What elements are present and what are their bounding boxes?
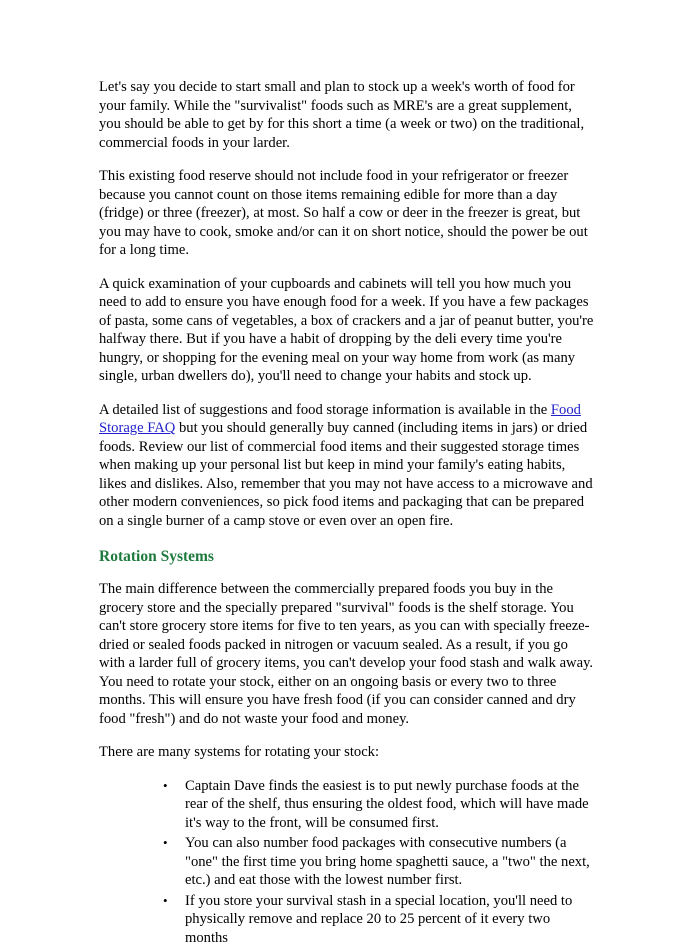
paragraph-link-prefix: A detailed list of suggestions and food storage information is available in the — [99, 402, 551, 418]
list-item-text: • You can also number food packages with consecutive numbers (a "one" the first time you bring home spaghetti sauce, a "two" the next, etc.) and eat those with the lowest number first. — [185, 834, 596, 890]
list-item — [185, 834, 596, 890]
list-item-text: • Captain Dave finds the easiest is to put newly purchase foods at the rear of the shelf, thus ensuring the oldest food, which will have made it's way to the front, will be consumed first. — [185, 777, 596, 833]
section-paragraph-1: The main difference between the commercially prepared foods you buy in the grocery store and the specially prepared "survival" foods is the shelf storage. You can't store grocery store items for five to ten years, as you can with specially freeze-dried or sealed foods packed in nitrogen or vacuum sealed. As a result, if you go with a larder full of grocery items, you can't develop your food stash and walk away. You need to rotate your stock, either on an ongoing basis or every two to three months. This will ensure you have fresh food (if you can consider canned and dry food "fresh") and do not waste your food and money. — [99, 580, 596, 728]
list-item-text: • If you store your survival stash in a special location, you'll need to physically remove and replace 20 to 25 percent of it every two months — [185, 892, 596, 947]
food-storage-faq-link[interactable]: Food Storage FAQ — [99, 402, 581, 437]
list-item — [185, 892, 596, 947]
section-heading-rotation-systems: Rotation Systems — [99, 548, 596, 566]
list-item — [185, 777, 596, 833]
paragraph-with-link — [99, 401, 596, 531]
paragraph-1: Let's say you decide to start small and plan to stock up a week's worth of food for your family. While the "survivalist" foods such as MRE's are a great supplement, you should be able to get by for this short a time (a week or two) on the traditional, commercial foods in your larder. — [99, 78, 596, 152]
paragraph-3: A quick examination of your cupboards and cabinets will tell you how much you need to add to ensure you have enough food for a week. If you have a few packages of pasta, some cans of vegetables, a box of crackers and a jar of peanut butter, you're halfway there. But if you have a habit of dropping by the deli every time you're hungry, or shopping for the evening meal on your way home from work (as many single, urban dwellers do), you'll need to change your habits and stock up. — [99, 275, 596, 386]
document-body — [99, 78, 596, 947]
paragraph-link-suffix: but you should generally buy canned (including items in jars) or dried foods. Review our list of commercial food items and their suggested storage times when making up your personal list but keep in mind your family's eating habits, likes and dislikes. Also, remember that you may not have access to a microwave and other modern conveniences, so pick food items and packaging that can be prepared on a single burner of a camp stove or even over an open fire. — [99, 420, 593, 529]
section-paragraph-2: There are many systems for rotating your stock: — [99, 743, 596, 762]
paragraph-2: This existing food reserve should not include food in your refrigerator or freezer because you cannot count on those items remaining edible for more than a day (fridge) or three (freezer), at most. So half a cow or deer in the freezer is great, but you may have to cook, smoke and/or can it on short notice, should the power be out for a long time. — [99, 167, 596, 260]
rotation-systems-list — [99, 777, 596, 947]
